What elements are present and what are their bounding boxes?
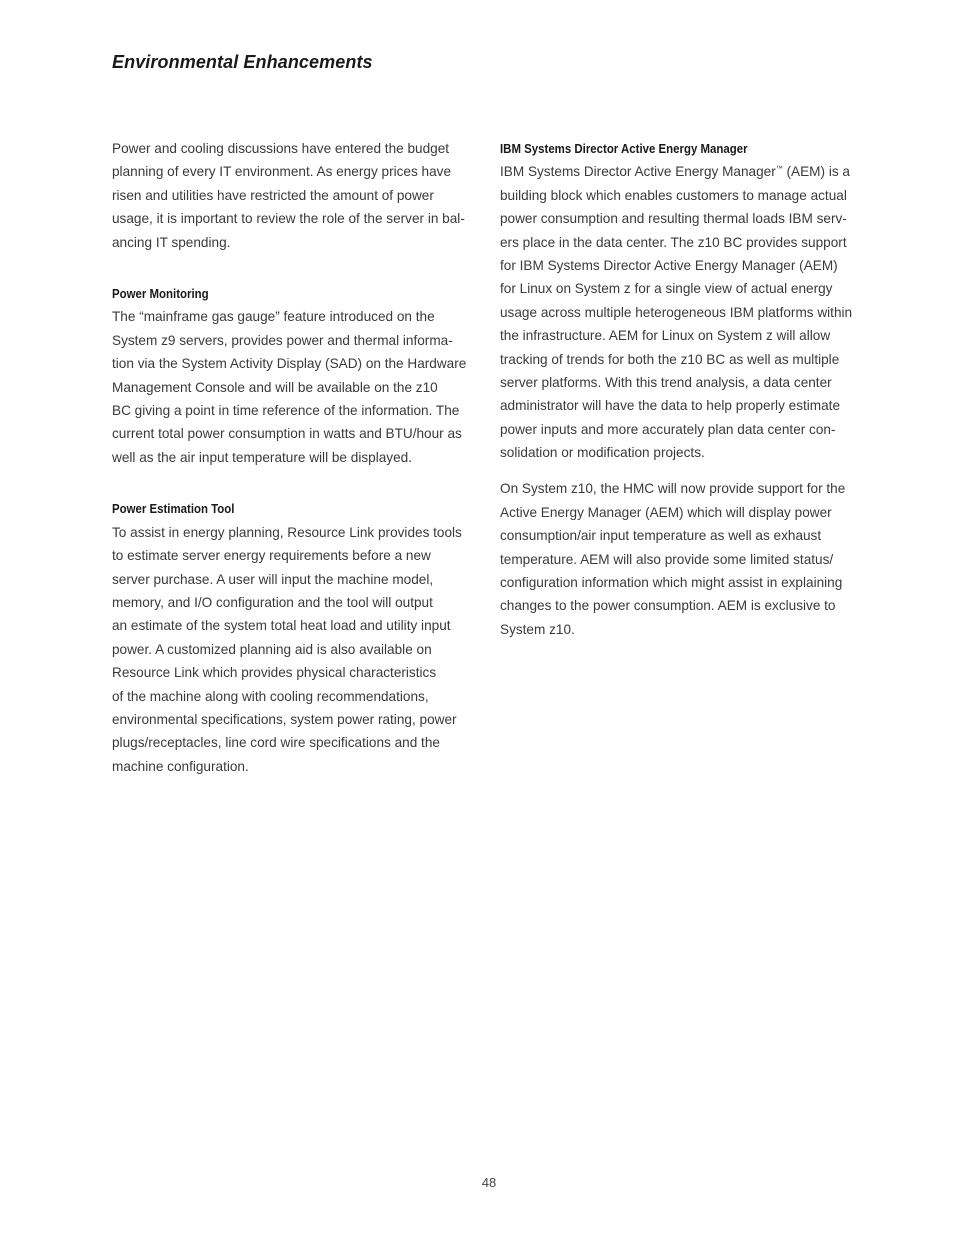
section-heading-power-monitoring: Power Monitoring: [112, 286, 209, 302]
page-number: 48: [481, 1175, 497, 1190]
text-line: BC giving a point in time reference of the information. The: [112, 403, 460, 419]
text-line: power inputs and more accurately plan data center con-: [500, 421, 836, 437]
aem-section: [500, 137, 872, 465]
text-line: planning of every IT environment. As energy prices have: [112, 164, 452, 180]
text-line: machine configuration.: [112, 758, 249, 774]
text-line: server platforms. With this trend analysis, a data center: [500, 375, 832, 391]
section-heading-aem: IBM Systems Director Active Energy Manager: [500, 141, 748, 156]
text-line: environmental specifications, system power rating, power: [112, 711, 457, 727]
power-monitoring-section: [112, 282, 484, 469]
text-line: administrator will have the data to help properly estimate: [500, 398, 841, 414]
aem-paragraph: [500, 160, 872, 464]
text-line: Management Console and will be available on the z10: [112, 379, 438, 395]
text-line: tracking of trends for both the z10 BC as well as multiple: [500, 351, 840, 367]
text-line: tion via the System Activity Display (SAD) on the Hardware: [112, 356, 467, 372]
text-line: System z9 servers, provides power and thermal informa-: [112, 332, 453, 348]
text-line: consumption/air input temperature as well as exhaust: [500, 528, 822, 544]
text-line: plugs/receptacles, line cord wire specifications and the: [112, 735, 440, 751]
intro-section: [112, 137, 484, 254]
text-line: To assist in energy planning, Resource Link provides tools: [112, 524, 462, 540]
aem-first-line-start: IBM Systems Director Active Energy Manager: [500, 164, 776, 180]
power-estimation-tool-section: [112, 497, 484, 778]
text-line: changes to the power consumption. AEM is exclusive to: [500, 598, 836, 614]
page-title: Environmental Enhancements: [112, 52, 373, 72]
left-column: [112, 137, 484, 778]
text-line: usage across multiple heterogeneous IBM platforms within: [500, 304, 853, 320]
text-line: building block which enables customers to manage actual: [500, 187, 847, 203]
text-line: current total power consumption in watts and BTU/hour as: [112, 426, 462, 442]
hmc-support-section: [500, 477, 872, 641]
power-monitoring-paragraph: [112, 305, 484, 469]
aem-first-line-end: (AEM) is a: [782, 164, 850, 180]
text-line: the infrastructure. AEM for Linux on System z will allow: [500, 328, 831, 344]
text-line: configuration information which might assist in explaining: [500, 574, 843, 590]
text-line: for Linux on System z for a single view of actual energy: [500, 281, 833, 297]
text-line: On System z10, the HMC will now provide support for the: [500, 481, 846, 497]
text-line: Active Energy Manager (AEM) which will display power: [500, 504, 832, 520]
text-line: of the machine along with cooling recommendations,: [112, 688, 429, 704]
text-line: server purchase. A user will input the machine model,: [112, 571, 434, 587]
section-heading-power-estimation-tool: Power Estimation Tool: [112, 501, 235, 517]
text-line: power. A customized planning aid is also available on: [112, 641, 432, 657]
power-estimation-tool-paragraph: [112, 521, 484, 778]
hmc-support-paragraph: [500, 477, 872, 641]
text-line: memory, and I/O configuration and the tool will output: [112, 594, 433, 610]
text-line: usage, it is important to review the role of the server in bal-: [112, 211, 465, 227]
text-line: ers place in the data center. The z10 BC provides support: [500, 234, 847, 250]
text-line: well as the air input temperature will be displayed.: [112, 449, 412, 465]
trademark-symbol: ™: [775, 165, 783, 173]
text-line: for IBM Systems Director Active Energy Manager (AEM): [500, 258, 838, 274]
text-line: an estimate of the system total heat load and utility input: [112, 618, 451, 634]
text-line: solidation or modification projects.: [500, 445, 705, 461]
text-line: ancing IT spending.: [112, 234, 231, 250]
text-line: System z10.: [500, 621, 575, 637]
intro-paragraph: [112, 137, 484, 254]
right-column: [500, 137, 872, 641]
text-line: Power and cooling discussions have entered the budget: [112, 141, 450, 156]
text-line: Resource Link which provides physical characteristics: [112, 665, 437, 681]
text-line: power consumption and resulting thermal loads IBM serv-: [500, 211, 847, 227]
text-line: [500, 160, 872, 183]
text-line: temperature. AEM will also provide some limited status/: [500, 551, 834, 567]
text-line: risen and utilities have restricted the amount of power: [112, 187, 434, 203]
text-line: to estimate server energy requirements before a new: [112, 548, 431, 564]
text-line: The “mainframe gas gauge” feature introduced on the: [112, 309, 435, 325]
